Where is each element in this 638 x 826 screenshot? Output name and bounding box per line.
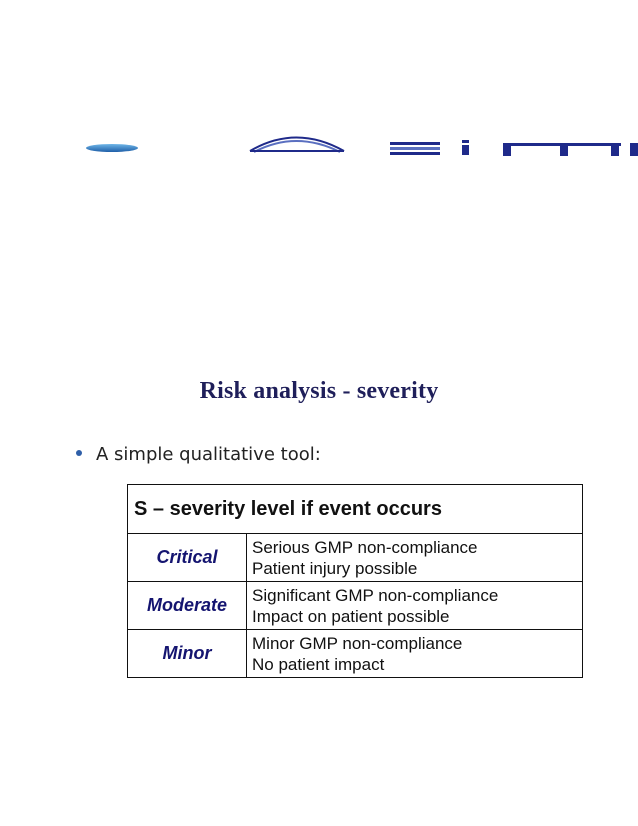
severity-description bbox=[247, 630, 583, 678]
banner-glyph-i bbox=[462, 140, 469, 155]
description-line: Significant GMP non-compliance bbox=[252, 585, 499, 605]
table-row bbox=[128, 630, 583, 678]
wordart-banner bbox=[0, 128, 638, 168]
description-line: No patient impact bbox=[252, 654, 385, 674]
bullet-text: A simple qualitative tool: bbox=[96, 444, 321, 465]
description-line: Patient injury possible bbox=[252, 558, 418, 578]
table-header: S – severity level if event occurs bbox=[128, 485, 583, 534]
bullet-item bbox=[76, 444, 321, 465]
description-line: Minor GMP non-compliance bbox=[252, 633, 463, 653]
severity-description bbox=[247, 582, 583, 630]
severity-level: Minor bbox=[128, 630, 247, 678]
table-row bbox=[128, 582, 583, 630]
description-line: Serious GMP non-compliance bbox=[252, 537, 478, 557]
banner-glyph-dash bbox=[86, 144, 138, 152]
banner-glyph-caret bbox=[250, 138, 344, 153]
bullet-dot-icon bbox=[76, 450, 82, 456]
severity-table bbox=[127, 484, 583, 678]
banner-glyph-s bbox=[390, 142, 440, 155]
severity-level: Moderate bbox=[128, 582, 247, 630]
description-line: Impact on patient possible bbox=[252, 606, 450, 626]
severity-description bbox=[247, 534, 583, 582]
slide-title: Risk analysis - severity bbox=[199, 378, 439, 404]
table-row bbox=[128, 534, 583, 582]
severity-level: Critical bbox=[128, 534, 247, 582]
banner-glyph-m bbox=[503, 143, 638, 156]
table-header-row bbox=[128, 485, 583, 534]
